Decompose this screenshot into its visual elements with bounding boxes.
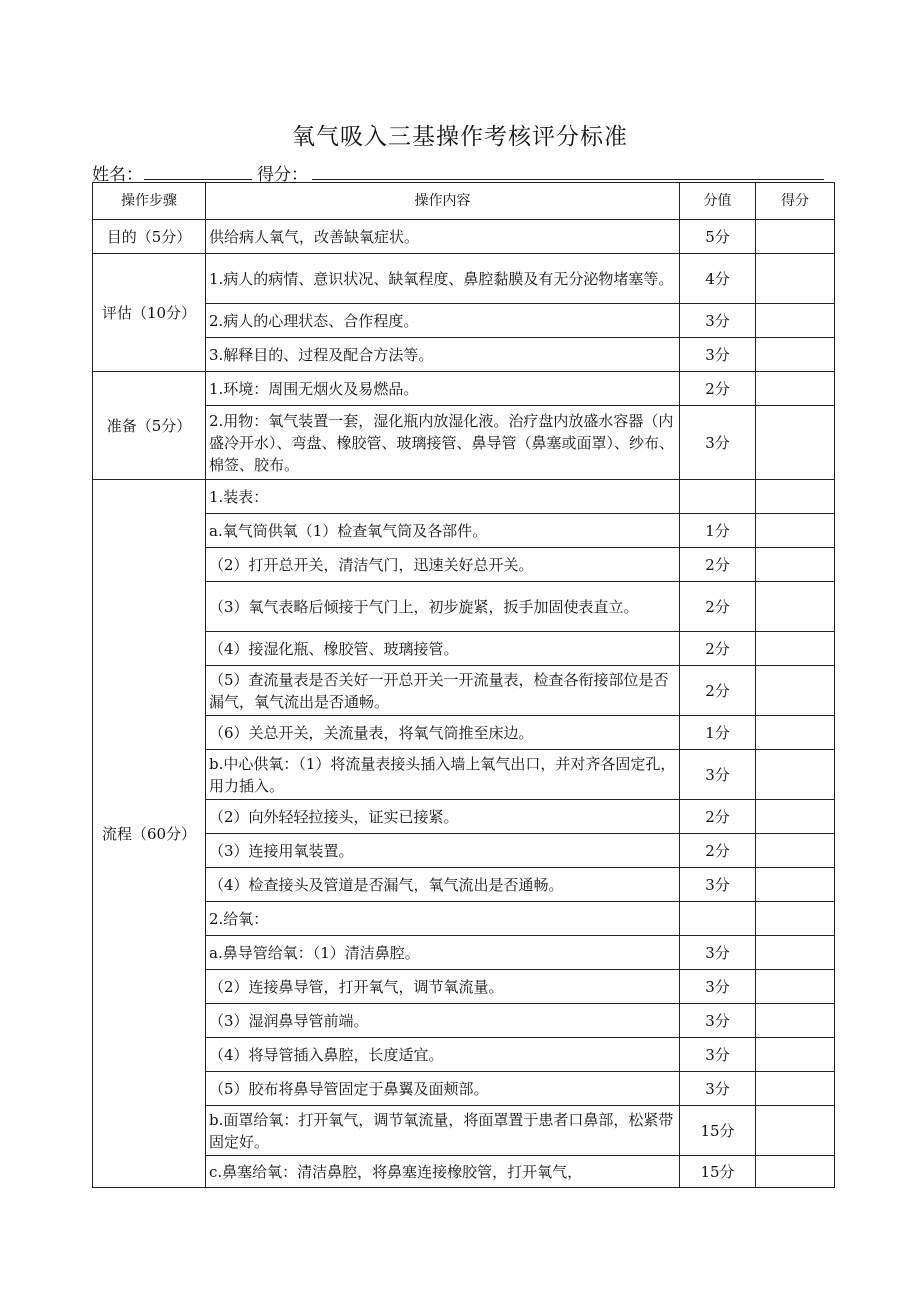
score-cell: [756, 902, 835, 936]
content-cell: （3）连接用氧装置。: [206, 834, 680, 868]
content-cell: 2.病人的心理状态、合作程度。: [206, 304, 680, 338]
content-cell: a.鼻导管给氧：（1）清洁鼻腔。: [206, 936, 680, 970]
table-row: [93, 220, 835, 254]
score-cell: [756, 254, 835, 304]
content-cell: （2）连接鼻导管，打开氧气，调节氧流量。: [206, 970, 680, 1004]
score-cell: [756, 750, 835, 800]
content-cell: b.面罩给氧：打开氧气，调节氧流量，将面罩置于患者口鼻部，松紧带固定好。: [206, 1106, 680, 1156]
points-cell: 2分: [680, 372, 756, 406]
content-cell: 供给病人氧气，改善缺氧症状。: [206, 220, 680, 254]
content-cell: 2.用物：氧气装置一套，湿化瓶内放湿化液。治疗盘内放盛水容器（内盛冷开水）、弯盘、橡胶管、玻璃接管、鼻导管（鼻塞或面罩）、纱布、棉签、胶布。: [206, 406, 680, 480]
points-cell: 1分: [680, 514, 756, 548]
content-cell: 1.环境：周围无烟火及易燃品。: [206, 372, 680, 406]
score-cell: [756, 220, 835, 254]
content-cell: （2）向外轻轻拉接头，证实已接紧。: [206, 800, 680, 834]
content-cell: 1.病人的病情、意识状况、缺氧程度、鼻腔黏膜及有无分泌物堵塞等。: [206, 254, 680, 304]
score-cell: [756, 304, 835, 338]
points-cell: 15分: [680, 1156, 756, 1188]
score-cell: [756, 1004, 835, 1038]
header-points: 分值: [680, 183, 756, 220]
score-cell: [756, 666, 835, 716]
content-cell: 3.解释目的、过程及配合方法等。: [206, 338, 680, 372]
score-cell: [756, 548, 835, 582]
points-cell: 3分: [680, 936, 756, 970]
score-cell: [756, 834, 835, 868]
content-cell: （2）打开总开关，清洁气门，迅速关好总开关。: [206, 548, 680, 582]
score-cell: [756, 936, 835, 970]
points-cell: 1分: [680, 716, 756, 750]
table-row: [93, 480, 835, 514]
table-header-row: [93, 183, 835, 220]
points-cell: 3分: [680, 970, 756, 1004]
points-cell: 2分: [680, 632, 756, 666]
points-cell: 2分: [680, 834, 756, 868]
score-label: 得分：: [257, 165, 308, 185]
score-cell: [756, 632, 835, 666]
table-row: [93, 254, 835, 304]
points-cell: 3分: [680, 750, 756, 800]
scoring-table: [92, 182, 835, 1188]
score-cell: [756, 372, 835, 406]
score-cell: [756, 1106, 835, 1156]
content-cell: （4）接湿化瓶、橡胶管、玻璃接管。: [206, 632, 680, 666]
score-cell: [756, 800, 835, 834]
score-cell: [756, 970, 835, 1004]
points-cell: 3分: [680, 1072, 756, 1106]
content-cell: （4）检查接头及管道是否漏气，氧气流出是否通畅。: [206, 868, 680, 902]
header-step: 操作步骤: [93, 183, 206, 220]
points-cell: 3分: [680, 338, 756, 372]
points-cell: 2分: [680, 548, 756, 582]
points-cell: 5分: [680, 220, 756, 254]
points-cell: 4分: [680, 254, 756, 304]
score-cell: [756, 716, 835, 750]
content-cell: a.氧气筒供氧（1）检查氧气筒及各部件。: [206, 514, 680, 548]
header-score: 得分: [756, 183, 835, 220]
score-cell: [756, 1072, 835, 1106]
content-cell: （6）关总开关，关流量表，将氧气筒推至床边。: [206, 716, 680, 750]
step-cell: 目的（5分）: [93, 220, 206, 254]
name-label: 姓名：: [92, 165, 143, 185]
content-cell: 1.装表：: [206, 480, 680, 514]
points-cell: 2分: [680, 666, 756, 716]
step-cell: 评估（10分）: [93, 254, 206, 372]
content-cell: （3）湿润鼻导管前端。: [206, 1004, 680, 1038]
table-row: [93, 372, 835, 406]
step-cell: 准备（5分）: [93, 372, 206, 480]
score-cell: [756, 480, 835, 514]
name-blank: [144, 179, 252, 180]
score-cell: [756, 514, 835, 548]
content-cell: c.鼻塞给氧：清洁鼻腔，将鼻塞连接橡胶管，打开氧气，: [206, 1156, 680, 1188]
header-content: 操作内容: [206, 183, 680, 220]
step-cell: 流程（60分）: [93, 480, 206, 1188]
score-blank: [312, 179, 824, 180]
points-cell: 3分: [680, 406, 756, 480]
points-cell: [680, 480, 756, 514]
content-cell: （4）将导管插入鼻腔，长度适宜。: [206, 1038, 680, 1072]
points-cell: [680, 902, 756, 936]
points-cell: 3分: [680, 868, 756, 902]
content-cell: （3）氧气表略后倾接于气门上，初步旋紧，扳手加固使表直立。: [206, 582, 680, 632]
score-cell: [756, 338, 835, 372]
points-cell: 3分: [680, 304, 756, 338]
content-cell: b.中心供氧：（1）将流量表接头插入墙上氧气出口，并对齐各固定孔，用力插入。: [206, 750, 680, 800]
score-cell: [756, 406, 835, 480]
score-cell: [756, 582, 835, 632]
points-cell: 2分: [680, 582, 756, 632]
score-cell: [756, 868, 835, 902]
page-title: 氧气吸入三基操作考核评分标准: [292, 124, 628, 150]
points-cell: 15分: [680, 1106, 756, 1156]
points-cell: 3分: [680, 1004, 756, 1038]
content-cell: （5）查流量表是否关好一开总开关一开流量表，检查各衔接部位是否漏气，氧气流出是否通畅。: [206, 666, 680, 716]
points-cell: 2分: [680, 800, 756, 834]
content-cell: 2.给氧：: [206, 902, 680, 936]
content-cell: （5）胶布将鼻导管固定于鼻翼及面颊部。: [206, 1072, 680, 1106]
score-cell: [756, 1038, 835, 1072]
score-cell: [756, 1156, 835, 1188]
points-cell: 3分: [680, 1038, 756, 1072]
